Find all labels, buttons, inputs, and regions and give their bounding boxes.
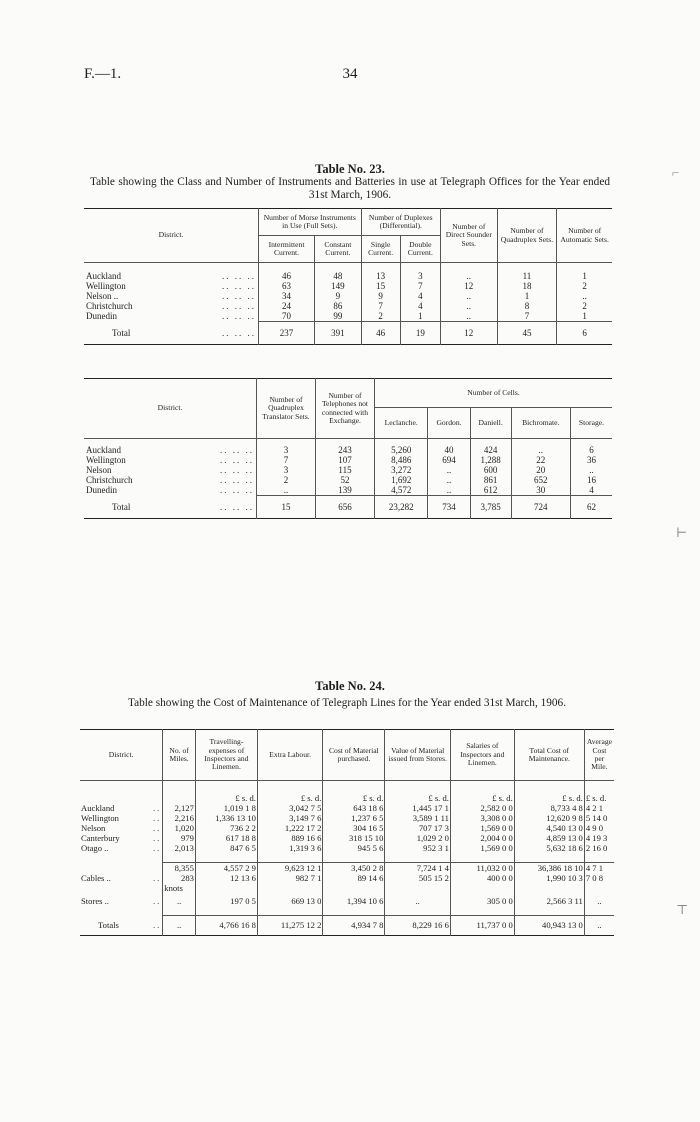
subtotal-row: 8,355 4,557 2 9 9,623 12 1 3,450 2 8 7,724 1 4 11,032 0 0 36,386 18 10 4 7 1 — [80, 863, 614, 874]
col-double: Double Current. — [400, 236, 440, 263]
margin-mark: ⊢ — [676, 525, 688, 540]
col-bichromate: Bichromate. — [511, 408, 570, 439]
table-23-caption: Table showing the Class and Number of Instruments and Batteries in use at Telegraph Offices for the Year ended 31st March, 1906. — [90, 176, 610, 201]
col-salaries: Salaries of Inspectors and Linemen. — [450, 730, 514, 781]
cables-unit-row: knots — [80, 883, 614, 893]
col-cells: Number of Cells. — [375, 379, 613, 408]
total-row: Total .. .. .. 15 656 23,282 734 3,785 724 62 — [84, 496, 612, 519]
col-sounder: Number of Direct Sounder Sets. — [440, 209, 497, 263]
col-intermittent: Intermittent Current. — [259, 236, 315, 263]
table-row: Otago .. .. 2,013 847 6 5 1,319 3 6 945 5 6 952 3 1 1,569 0 0 5,632 18 6 2 16 0 — [80, 843, 614, 853]
col-translator: Number of Quadruplex Translator Sets. — [257, 379, 316, 439]
col-value-stores: Value of Material issued from Stores. — [385, 730, 451, 781]
col-total-cost: Total Cost of Maintenance. — [514, 730, 584, 781]
table-row: Dunedin .. .. .. 70 99 2 1 .. 7 1 — [84, 311, 612, 322]
total-row: Total .. .. .. 237 391 46 19 12 45 6 — [84, 322, 612, 345]
table-row: Christchurch .. .. .. 24 86 7 4 .. 8 2 — [84, 301, 612, 311]
table-row: Wellington .. 2,216 1,336 13 10 3,149 7 6 1,237 6 5 3,589 1 11 3,308 0 0 12,620 9 8 5 14 0 — [80, 813, 614, 823]
col-storage: Storage. — [570, 408, 612, 439]
margin-mark: ⌐ — [672, 165, 680, 180]
col-constant: Constant Current. — [315, 236, 362, 263]
table-row: Wellington .. .. .. 63 149 15 7 12 18 2 — [84, 281, 612, 291]
col-district: District. — [84, 379, 257, 439]
col-telephones: Number of Telephones not connected with Exchange. — [316, 379, 375, 439]
stores-row: Stores .. .. .. 197 0 5 669 13 0 1,394 10 6 .. 305 0 0 2,566 3 11 .. — [80, 893, 614, 909]
cables-row: Cables .. .. 283 12 13 6 982 7 1 89 14 6 505 15 2 400 0 0 1,990 10 3 7 0 8 — [80, 873, 614, 883]
col-leclanche: Leclanche. — [375, 408, 428, 439]
table-row: Auckland .. .. .. 3 243 5,260 40 424 .. 6 — [84, 445, 612, 455]
units-row: £ s. d. £ s. d. £ s. d. £ s. d. £ s. d. £ s. d. £ s. d. — [80, 781, 614, 803]
section-code: F.—1. — [84, 66, 122, 82]
col-miles: No. of Miles. — [163, 730, 196, 781]
page-number: 34 — [342, 66, 358, 82]
table-23-part-1 — [84, 208, 612, 345]
margin-mark: ⊤ — [676, 902, 689, 917]
col-duplexes: Number of Duplexes (Differential). — [361, 209, 440, 236]
col-district: District. — [84, 209, 259, 263]
col-gordon: Gordon. — [428, 408, 470, 439]
table-row: Canterbury .. 979 617 18 8 889 16 6 318 15 10 1,029 2 0 2,004 0 0 4,859 13 0 4 19 3 — [80, 833, 614, 843]
col-single: Single Current. — [361, 236, 400, 263]
table-24-title: Table No. 24. — [315, 679, 385, 693]
col-morse: Number of Morse Instruments in Use (Full Sets). — [259, 209, 362, 236]
table-row: Auckland .. 2,127 1,019 1 8 3,042 7 5 643 18 6 1,445 17 1 2,582 0 0 8,733 4 8 4 2 1 — [80, 803, 614, 813]
col-daniell: Daniell. — [470, 408, 511, 439]
table-row: Nelson .. .. .. 3 115 3,272 .. 600 20 .. — [84, 465, 612, 475]
col-average: Average Cost per Mile. — [584, 730, 614, 781]
table-23-part-2 — [84, 378, 612, 519]
table-row: Nelson .. .. .. .. 34 9 9 4 .. 1 .. — [84, 291, 612, 301]
col-extra-labour: Extra Labour. — [257, 730, 322, 781]
table-row: Nelson .. 1,020 736 2 2 1,222 17 2 304 16 5 707 17 3 1,569 0 0 4,540 13 0 4 9 0 — [80, 823, 614, 833]
table-24 — [80, 729, 614, 936]
col-district: District. — [108, 749, 134, 759]
col-quadruplex: Number of Quadruplex Sets. — [497, 209, 557, 263]
table-row: Wellington .. .. .. 7 107 8,486 694 1,288 22 36 — [84, 455, 612, 465]
col-automatic: Number of Automatic Sets. — [557, 209, 612, 263]
totals-row: Totals .. .. 4,766 16 8 11,275 12 2 4,934 7 8 8,229 16 6 11,737 0 0 40,943 13 0 .. — [80, 915, 614, 936]
table-24-caption: Table showing the Cost of Maintenance of Telegraph Lines for the Year ended 31st March, 1906. — [127, 697, 567, 709]
table-row: Christchurch .. .. .. 2 52 1,692 .. 861 652 16 — [84, 475, 612, 485]
table-23-title: Table No. 23. — [315, 162, 385, 176]
table-row: Auckland .. .. .. 46 48 13 3 .. 11 1 — [84, 271, 612, 281]
table-row: Dunedin .. .. .. .. 139 4,572 .. 612 30 4 — [84, 485, 612, 496]
col-material: Cost of Material purchased. — [323, 730, 385, 781]
col-travelling: Travelling-expenses of Inspectors and Linemen. — [195, 730, 257, 781]
